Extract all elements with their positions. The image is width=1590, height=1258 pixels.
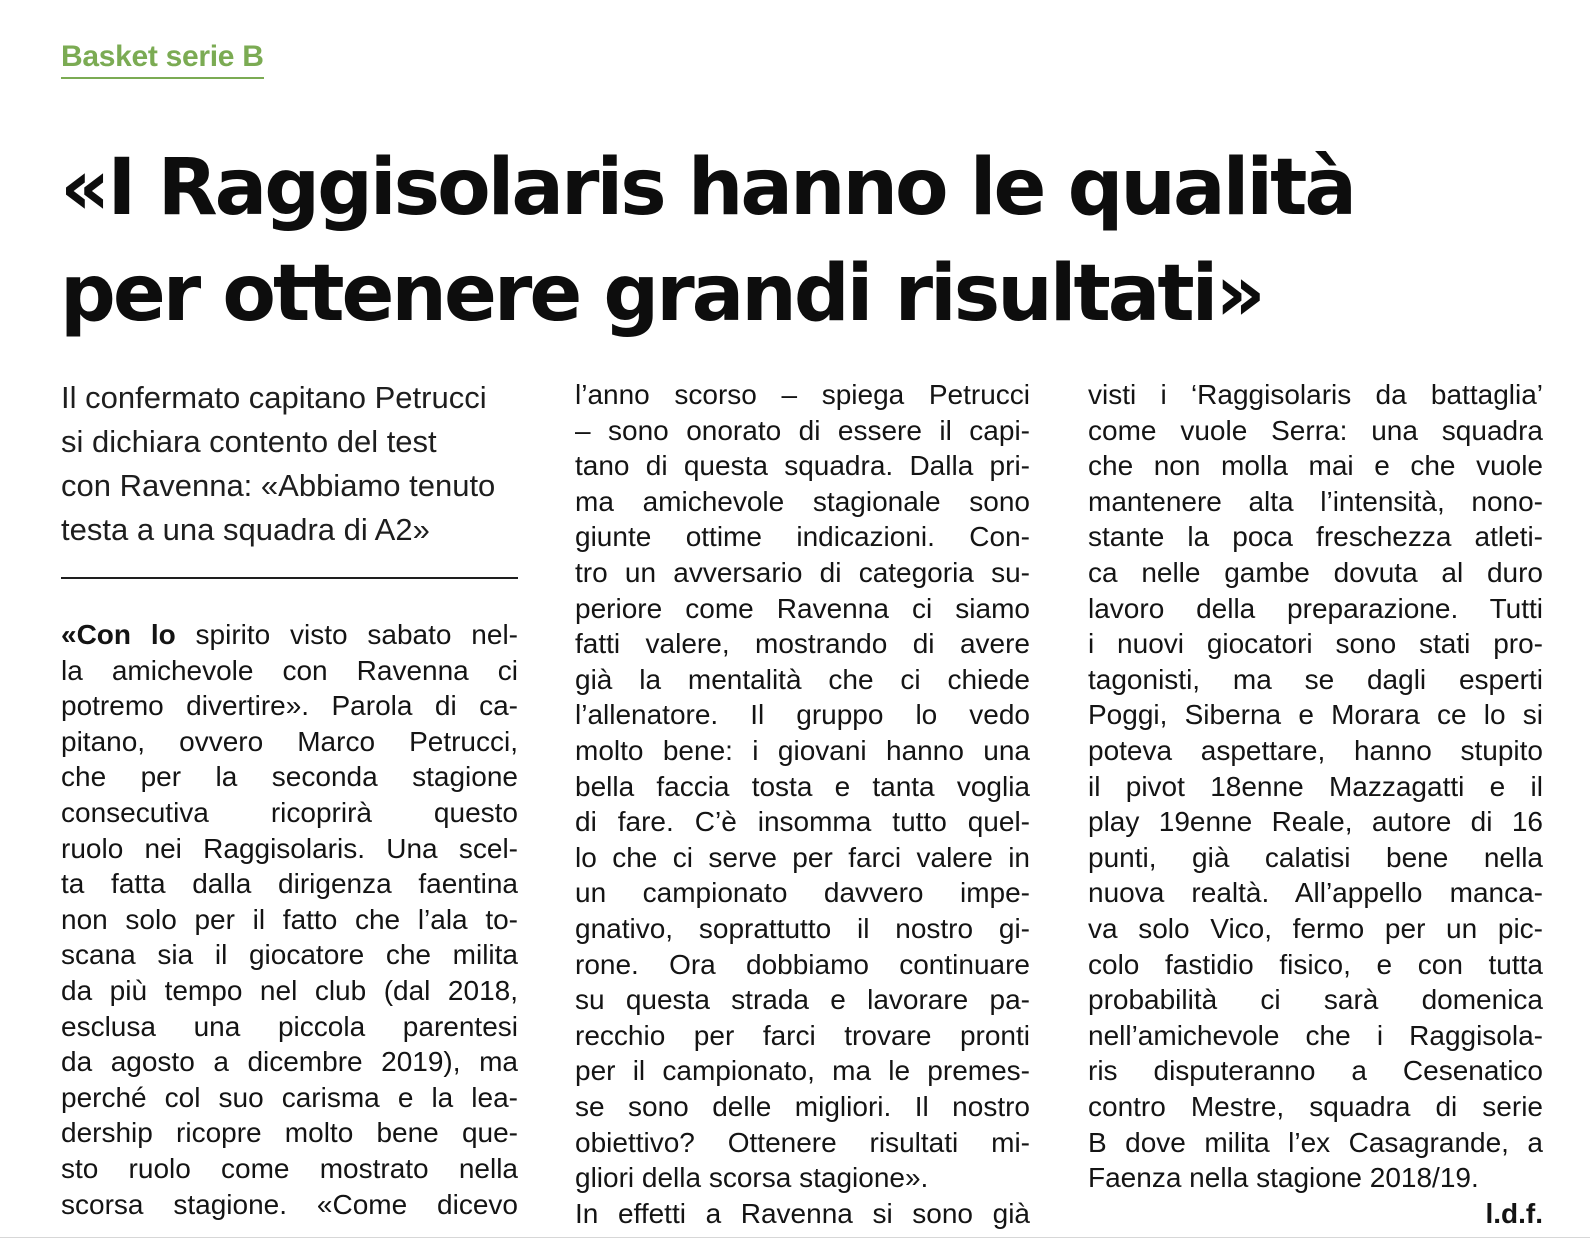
body-line: che per la seconda stagione	[61, 761, 518, 793]
body-line: ta fatta dalla dirigenza faentina	[61, 868, 518, 900]
body-line: lo che ci serve per farci valere in	[575, 841, 1030, 873]
body-line: pitano, ovvero Marco Petrucci,	[61, 725, 518, 757]
body-column-3	[1088, 0, 1543, 1258]
body-line	[61, 617, 518, 652]
body-line: esclusa una piccola parentesi	[61, 1010, 518, 1042]
body-line: In effetti a Ravenna si sono già	[575, 1197, 1030, 1229]
body-line: se sono delle migliori. Il nostro	[575, 1091, 1030, 1122]
headline-line: «I Raggisolaris hanno le qualità	[60, 143, 1354, 233]
body-line: un campionato davvero impe-	[575, 877, 1030, 909]
body-line: Poggi, Siberna e Morara ce lo si	[1088, 699, 1543, 731]
body-line: già la mentalità che ci chiede	[575, 663, 1030, 695]
body-line: tagonisti, ma se dagli esperti	[1088, 663, 1543, 695]
body-line-text: spirito visto sabato nel-	[175, 619, 518, 650]
body-line: i nuovi giocatori sono stati pro-	[1088, 628, 1543, 660]
body-line: tro un avversario di categoria su-	[575, 557, 1030, 588]
body-line: giunte ottime indicazioni. Con-	[575, 521, 1030, 553]
body-line: ca nelle gambe dovuta al duro	[1088, 557, 1543, 588]
body-line: gliori della scorsa stagione».	[575, 1162, 929, 1194]
body-line: Faenza nella stagione 2018/19.	[1088, 1162, 1479, 1194]
deck-line: con Ravenna: «Abbiamo tenuto	[61, 468, 496, 503]
body-line: come vuole Serra: una squadra	[1088, 414, 1543, 446]
deck-line: testa a una squadra di A2»	[61, 512, 430, 547]
body-line: da più tempo nel club (dal 2018,	[61, 975, 518, 1006]
headline-line: per ottenere grandi risultati»	[60, 249, 1263, 339]
lead-words: «Con lo	[61, 619, 176, 650]
body-line: nell’amichevole che i Raggisola-	[1088, 1019, 1543, 1051]
body-line: va solo Vico, fermo per un pic-	[1088, 913, 1543, 944]
body-line: consecutiva ricoprirà questo	[61, 797, 518, 828]
deck-line: Il confermato capitano Petrucci	[61, 380, 487, 415]
body-line: di fare. C’è insomma tutto quel-	[575, 806, 1030, 838]
body-line: potremo divertire». Parola di ca-	[61, 690, 518, 722]
body-line: scana sia il giocatore che milita	[61, 939, 518, 971]
deck-line: si dichiara contento del test	[61, 424, 437, 459]
section-kicker: Basket serie B	[61, 40, 264, 79]
body-line: nuova realtà. All’appello manca-	[1088, 877, 1543, 909]
body-line: da agosto a dicembre 2019), ma	[61, 1046, 518, 1078]
body-line: ruolo nei Raggisolaris. Una scel-	[61, 832, 518, 864]
body-line: rone. Ora dobbiamo continuare	[575, 948, 1030, 980]
body-line: non solo per il fatto che l’ala to-	[61, 903, 518, 935]
body-line: poteva aspettare, hanno stupito	[1088, 735, 1543, 766]
body-line: tano di questa squadra. Dalla pri-	[575, 450, 1030, 482]
body-line: visti i ‘Raggisolaris da battaglia’	[1088, 379, 1543, 410]
body-line: bella faccia tosta e tanta voglia	[575, 770, 1030, 802]
body-line: scorsa stagione. «Come dicevo	[61, 1188, 518, 1220]
body-line: recchio per farci trovare pronti	[575, 1019, 1030, 1051]
body-column-1	[61, 0, 518, 1258]
body-line: colo fastidio fisico, e con tutta	[1088, 948, 1543, 980]
author-signature: l.d.f.	[1485, 1197, 1543, 1229]
body-line: ma amichevole stagionale sono	[575, 485, 1030, 517]
body-line: dership ricopre molto bene que-	[61, 1117, 518, 1149]
body-line: su questa strada e lavorare pa-	[575, 984, 1030, 1016]
body-column-2	[575, 0, 1030, 1258]
body-line: che non molla mai e che vuole	[1088, 450, 1543, 482]
body-line: sto ruolo come mostrato nella	[61, 1153, 518, 1184]
body-line: play 19enne Reale, autore di 16	[1088, 806, 1543, 838]
body-line: lavoro della preparazione. Tutti	[1088, 592, 1543, 624]
body-line: stante la poca freschezza atleti-	[1088, 521, 1543, 553]
body-line: – sono onorato di essere il capi-	[575, 414, 1030, 446]
page-bottom-edge	[0, 1237, 1590, 1238]
body-line: l’allenatore. Il gruppo lo vedo	[575, 699, 1030, 731]
body-line: la amichevole con Ravenna ci	[61, 654, 518, 686]
body-line: mantenere alta l’intensità, nono-	[1088, 485, 1543, 517]
body-line: molto bene: i giovani hanno una	[575, 735, 1030, 766]
body-line: probabilità ci sarà domenica	[1088, 984, 1543, 1016]
body-line: fatti valere, mostrando di avere	[575, 628, 1030, 660]
body-line: obiettivo? Ottenere risultati mi-	[575, 1126, 1030, 1158]
body-line: il pivot 18enne Mazzagatti e il	[1088, 770, 1543, 802]
body-line: per il campionato, ma le premes-	[575, 1055, 1030, 1087]
body-line: l’anno scorso – spiega Petrucci	[575, 379, 1030, 410]
body-line: perché col suo carisma e la lea-	[61, 1081, 518, 1113]
body-line: periore come Ravenna ci siamo	[575, 592, 1030, 624]
body-line: ris disputeranno a Cesenatico	[1088, 1055, 1543, 1087]
body-line: B dove milita l’ex Casagrande, a	[1088, 1126, 1543, 1158]
body-line: contro Mestre, squadra di serie	[1088, 1091, 1543, 1122]
body-line: punti, già calatisi bene nella	[1088, 841, 1543, 873]
body-line: gnativo, soprattutto il nostro gi-	[575, 913, 1030, 944]
